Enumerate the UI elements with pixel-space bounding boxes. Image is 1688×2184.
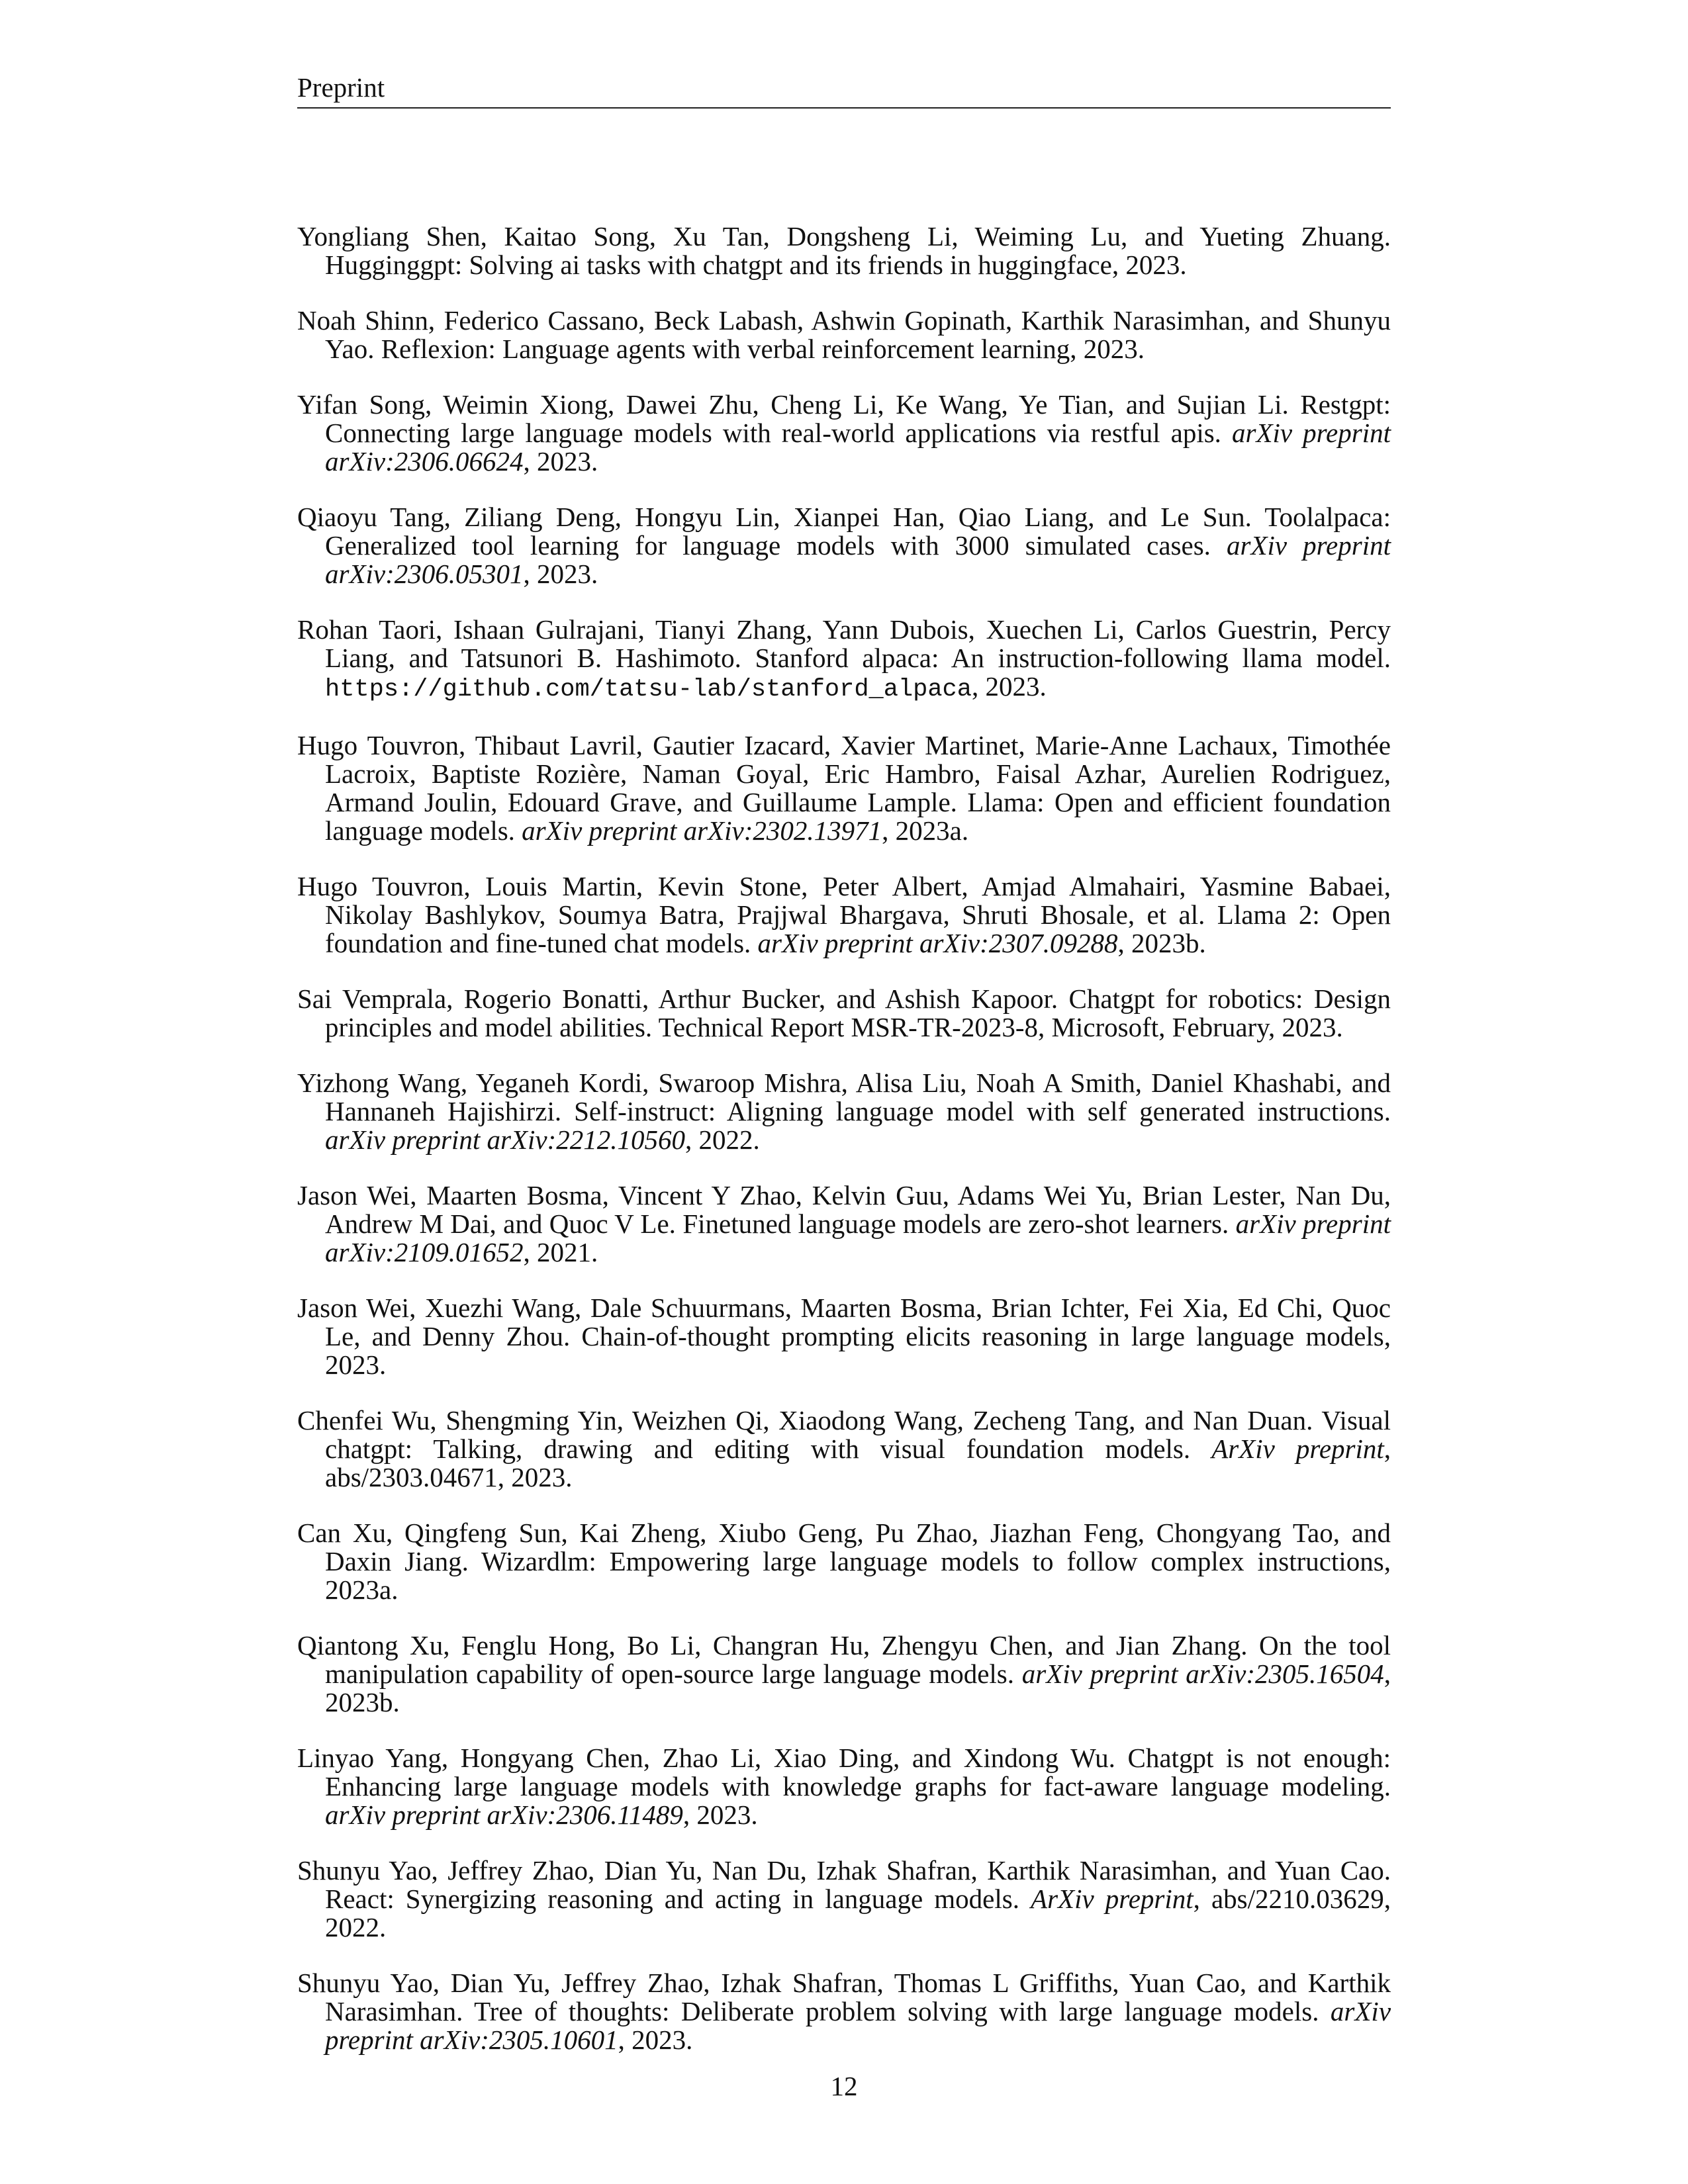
reference-authors: Sai Vemprala, Rogerio Bonatti, Arthur Bucker, and Ashish Kapoor. — [297, 983, 1058, 1014]
reference-year: 2022 — [698, 1124, 753, 1155]
reference-title: Reflexion: Language agents with verbal reinforcement learning — [381, 334, 1070, 364]
reference-title: Hugginggpt: Solving ai tasks with chatgpt and its friends in huggingface — [325, 250, 1112, 280]
reference-year: 2023 — [1282, 1012, 1336, 1042]
reference-title: On the tool manipulation capability of open-source large language models. — [325, 1630, 1391, 1689]
reference-year: 2023 — [1083, 334, 1138, 364]
reference-year: 2023 — [696, 1799, 751, 1830]
reference-year: 2023 — [632, 2025, 686, 2055]
reference-entry: Qiaoyu Tang, Ziliang Deng, Hongyu Lin, Xianpei Han, Qiao Liang, and Le Sun. Toolalpaca: Generalized tool learning for language models with 3000 simulated cases. arXiv preprint arXiv:2306.05301, 2023. — [297, 502, 1391, 589]
reference-entry: Jason Wei, Xuezhi Wang, Dale Schuurmans, Maarten Bosma, Brian Ichter, Fei Xia, Ed Chi, Quoc Le, and Denny Zhou. Chain-of-thought prompting elicits reasoning in large language models, 2023. — [297, 1293, 1391, 1380]
reference-entry: Yongliang Shen, Kaitao Song, Xu Tan, Dongsheng Li, Weiming Lu, and Yueting Zhuang. Hugginggpt: Solving ai tasks with chatgpt and its friends in huggingface, 2023. — [297, 221, 1391, 280]
reference-year: 2023 — [325, 1349, 379, 1380]
reference-title: Tree of thoughts: Deliberate problem solving with large language models. — [474, 1996, 1319, 2026]
reference-title: Self-instruct: Aligning language model with self generated instructions. — [574, 1096, 1391, 1126]
reference-venue: ArXiv preprint — [1211, 1433, 1384, 1464]
reference-authors: Qiaoyu Tang, Ziliang Deng, Hongyu Lin, Xianpei Han, Qiao Liang, and Le Sun. — [297, 502, 1252, 532]
reference-year: 2023a — [325, 1574, 392, 1605]
page-number: 12 — [830, 2071, 858, 2101]
reference-year: 2023 — [537, 446, 591, 477]
reference-entry: Yizhong Wang, Yeganeh Kordi, Swaroop Mishra, Alisa Liu, Noah A Smith, Daniel Khashabi, and Hannaneh Hajishirzi. Self-instruct: Aligning language model with self generated instructions. arXiv preprint arXiv:2212.10560, 2022. — [297, 1068, 1391, 1155]
reference-authors: Jason Wei, Xuezhi Wang, Dale Schuurmans, Maarten Bosma, Brian Ichter, Fei Xia, Ed Chi, Quoc Le, and Denny Zhou. — [297, 1293, 1391, 1351]
reference-title: Stanford alpaca: An instruction-following llama model. — [755, 643, 1391, 673]
reference-title: Restgpt: Connecting large language models with real-world applications via restful apis. — [325, 389, 1391, 448]
reference-title: Chatgpt for robotics: Design principles and model abilities. Technical Report MSR-TR-2023-8, Microsoft, February — [325, 983, 1391, 1042]
reference-title: Toolalpaca: Generalized tool learning for language models with 3000 simulated cases. — [325, 502, 1391, 561]
reference-authors: Can Xu, Qingfeng Sun, Kai Zheng, Xiubo Geng, Pu Zhao, Jiazhan Feng, Chongyang Tao, and Daxin Jiang. — [297, 1518, 1391, 1576]
reference-year: 2023b — [1131, 928, 1199, 958]
reference-title: Chatgpt is not enough: Enhancing large language models with knowledge graphs for fact-aware language modeling. — [325, 1743, 1391, 1801]
reference-year: abs/2303.04671, 2023 — [325, 1462, 566, 1492]
reference-venue: ArXiv preprint — [1031, 1884, 1194, 1914]
reference-authors: Hugo Touvron, Thibaut Lavril, Gautier Izacard, Xavier Martinet, Marie-Anne Lachaux, Timothée Lacroix, Baptiste Rozière, Naman Goyal, Eric Hambro, Faisal Azhar, Aurelien Rodriguez, Armand Joulin, Edouard Grave, and Guillaume Lample. — [297, 730, 1391, 817]
reference-authors: Linyao Yang, Hongyang Chen, Zhao Li, Xiao Ding, and Xindong Wu. — [297, 1743, 1115, 1773]
page-header — [297, 69, 1391, 109]
reference-entry: Jason Wei, Maarten Bosma, Vincent Y Zhao, Kelvin Guu, Adams Wei Yu, Brian Lester, Nan Du, Andrew M Dai, and Quoc V Le. Finetuned language models are zero-shot learners. arXiv preprint arXiv:2109.01652, 2021. — [297, 1180, 1391, 1267]
reference-entry: Yifan Song, Weimin Xiong, Dawei Zhu, Cheng Li, Ke Wang, Ye Tian, and Sujian Li. Restgpt: Connecting large language models with real-world applications via restful apis. arXiv preprint arXiv:2306.06624, 2023. — [297, 389, 1391, 477]
reference-authors: Shunyu Yao, Jeffrey Zhao, Dian Yu, Nan Du, Izhak Shafran, Karthik Narasimhan, and Yuan Cao. — [297, 1855, 1391, 1886]
reference-venue: arXiv preprint arXiv:2305.10601 — [325, 1996, 1391, 2055]
reference-year: 2023 — [985, 671, 1040, 702]
reference-list — [297, 222, 1391, 2081]
reference-authors: Chenfei Wu, Shengming Yin, Weizhen Qi, Xiaodong Wang, Zecheng Tang, and Nan Duan. — [297, 1405, 1313, 1435]
reference-entry: Chenfei Wu, Shengming Yin, Weizhen Qi, Xiaodong Wang, Zecheng Tang, and Nan Duan. Visual chatgpt: Talking, drawing and editing with visual foundation models. ArXiv preprint, abs/2303.04671, 2023. — [297, 1405, 1391, 1492]
reference-authors: Shunyu Yao, Dian Yu, Jeffrey Zhao, Izhak Shafran, Thomas L Griffiths, Yuan Cao, and Karthik Narasimhan. — [297, 1968, 1391, 2026]
reference-year: abs/2210.03629, 2022 — [325, 1884, 1391, 1942]
running-head: Preprint — [297, 72, 385, 103]
reference-authors: Qiantong Xu, Fenglu Hong, Bo Li, Changran Hu, Zhengyu Chen, and Jian Zhang. — [297, 1630, 1248, 1661]
reference-entry: Shunyu Yao, Jeffrey Zhao, Dian Yu, Nan Du, Izhak Shafran, Karthik Narasimhan, and Yuan Cao. React: Synergizing reasoning and acting in language models. ArXiv preprint, abs/2210.03629, 2022. — [297, 1855, 1391, 1942]
reference-entry: Shunyu Yao, Dian Yu, Jeffrey Zhao, Izhak Shafran, Thomas L Griffiths, Yuan Cao, and Karthik Narasimhan. Tree of thoughts: Deliberate problem solving with large language models. arXiv preprint arXiv:2305.10601, 2023. — [297, 1968, 1391, 2055]
reference-year: 2023 — [537, 559, 591, 589]
reference-venue: arXiv preprint arXiv:2305.16504 — [1021, 1659, 1384, 1689]
reference-authors: Hugo Touvron, Louis Martin, Kevin Stone, Peter Albert, Amjad Almahairi, Yasmine Babaei, Nikolay Bashlykov, Soumya Batra, Prajjwal Bhargava, Shruti Bhosale, et al. — [297, 871, 1391, 930]
reference-year: 2023b — [325, 1687, 393, 1717]
reference-venue: arXiv preprint arXiv:2306.05301 — [325, 530, 1391, 589]
reference-venue: arXiv preprint arXiv:2212.10560 — [325, 1124, 685, 1155]
reference-title: React: Synergizing reasoning and acting in language models. — [325, 1884, 1019, 1914]
reference-entry: Noah Shinn, Federico Cassano, Beck Labash, Ashwin Gopinath, Karthik Narasimhan, and Shunyu Yao. Reflexion: Language agents with verbal reinforcement learning, 2023. — [297, 305, 1391, 364]
reference-entry: Qiantong Xu, Fenglu Hong, Bo Li, Changran Hu, Zhengyu Chen, and Jian Zhang. On the tool manipulation capability of open-source large language models. arXiv preprint arXiv:2305.16504, 2023b. — [297, 1630, 1391, 1717]
reference-entry: Can Xu, Qingfeng Sun, Kai Zheng, Xiubo Geng, Pu Zhao, Jiazhan Feng, Chongyang Tao, and Daxin Jiang. Wizardlm: Empowering large language models to follow complex instructions, 2023a. — [297, 1518, 1391, 1605]
reference-year: 2023 — [1125, 250, 1180, 280]
reference-year: 2021 — [537, 1237, 591, 1267]
reference-venue: arXiv preprint arXiv:2302.13971 — [522, 815, 882, 846]
reference-title: Llama 2: Open foundation and fine-tuned chat models. — [325, 899, 1391, 958]
reference-entry: Hugo Touvron, Thibaut Lavril, Gautier Izacard, Xavier Martinet, Marie-Anne Lachaux, Timothée Lacroix, Baptiste Rozière, Naman Goyal, Eric Hambro, Faisal Azhar, Aurelien Rodriguez, Armand Joulin, Edouard Grave, and Guillaume Lample. Llama: Open and efficient foundation language models. arXiv preprint arXiv:2302.13971, 2023a. — [297, 730, 1391, 846]
reference-authors: Yizhong Wang, Yeganeh Kordi, Swaroop Mishra, Alisa Liu, Noah A Smith, Daniel Khashabi, and Hannaneh Hajishirzi. — [297, 1068, 1391, 1126]
reference-url-link[interactable]: https://github.com/tatsu-lab/stanford_alpaca — [325, 676, 972, 704]
reference-title: Finetuned language models are zero-shot learners. — [682, 1208, 1229, 1239]
reference-title: Visual chatgpt: Talking, drawing and editing with visual foundation models. — [325, 1405, 1391, 1464]
reference-year: 2023a — [895, 815, 962, 846]
reference-authors: Noah Shinn, Federico Cassano, Beck Labash, Ashwin Gopinath, Karthik Narasimhan, and Shunyu Yao. — [297, 305, 1391, 364]
reference-venue: arXiv preprint arXiv:2307.09288 — [757, 928, 1118, 958]
reference-authors: Yifan Song, Weimin Xiong, Dawei Zhu, Cheng Li, Ke Wang, Ye Tian, and Sujian Li. — [297, 389, 1289, 420]
reference-title: Wizardlm: Empowering large language models to follow complex instructions — [481, 1546, 1384, 1576]
reference-authors: Yongliang Shen, Kaitao Song, Xu Tan, Dongsheng Li, Weiming Lu, and Yueting Zhuang. — [297, 221, 1391, 251]
reference-authors: Jason Wei, Maarten Bosma, Vincent Y Zhao, Kelvin Guu, Adams Wei Yu, Brian Lester, Nan Du, Andrew M Dai, and Quoc V Le. — [297, 1180, 1391, 1239]
reference-venue: arXiv preprint arXiv:2306.06624 — [325, 418, 1391, 477]
reference-entry: Hugo Touvron, Louis Martin, Kevin Stone, Peter Albert, Amjad Almahairi, Yasmine Babaei, Nikolay Bashlykov, Soumya Batra, Prajjwal Bhargava, Shruti Bhosale, et al. Llama 2: Open foundation and fine-tuned chat models. arXiv preprint arXiv:2307.09288, 2023b. — [297, 871, 1391, 958]
reference-title: Llama: Open and efficient foundation language models. — [325, 787, 1391, 846]
reference-entry: Sai Vemprala, Rogerio Bonatti, Arthur Bucker, and Ashish Kapoor. Chatgpt for robotics: Design principles and model abilities. Technical Report MSR-TR-2023-8, Microsoft, February, 2023. — [297, 983, 1391, 1042]
reference-entry: Rohan Taori, Ishaan Gulrajani, Tianyi Zhang, Yann Dubois, Xuechen Li, Carlos Guestrin, Percy Liang, and Tatsunori B. Hashimoto. Stanford alpaca: An instruction-following llama model. https://github.com/tatsu-lab/stanford_alpaca, 2023. — [297, 614, 1391, 704]
reference-venue: arXiv preprint arXiv:2109.01652 — [325, 1208, 1391, 1267]
reference-title: Chain-of-thought prompting elicits reasoning in large language models — [581, 1321, 1384, 1351]
reference-authors: Rohan Taori, Ishaan Gulrajani, Tianyi Zhang, Yann Dubois, Xuechen Li, Carlos Guestrin, Percy Liang, and Tatsunori B. Hashimoto. — [297, 614, 1391, 673]
reference-entry: Linyao Yang, Hongyang Chen, Zhao Li, Xiao Ding, and Xindong Wu. Chatgpt is not enough: Enhancing large language models with knowledge graphs for fact-aware language modeling. arXiv preprint arXiv:2306.11489, 2023. — [297, 1743, 1391, 1830]
reference-venue: arXiv preprint arXiv:2306.11489 — [325, 1799, 683, 1830]
